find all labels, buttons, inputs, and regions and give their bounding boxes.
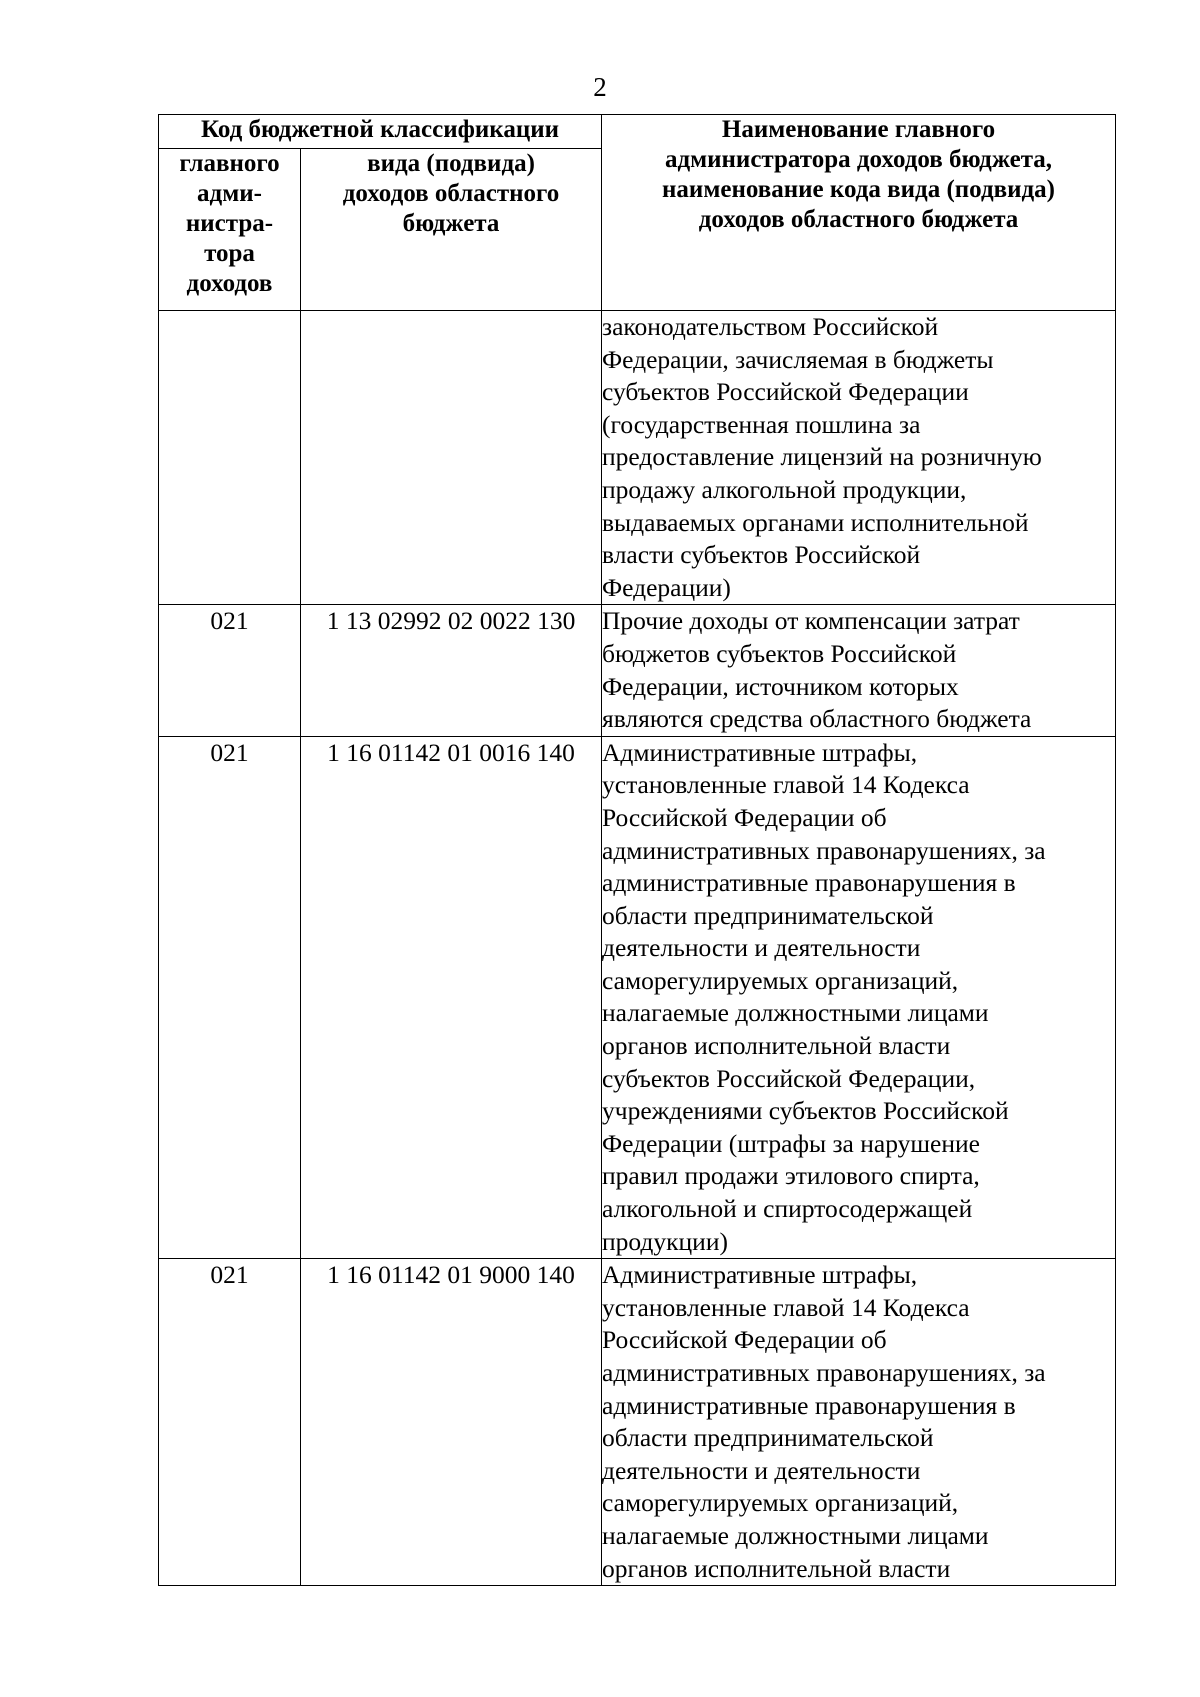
admin-code-cell: 021 — [159, 605, 301, 736]
header-code-line: доходов областного — [342, 180, 560, 207]
name-line: административные правонарушения в — [602, 1390, 1016, 1420]
table-row — [159, 605, 1116, 736]
name-line: бюджетов субъектов Российской — [602, 638, 957, 668]
name-line: предоставление лицензий на розничную — [602, 442, 1042, 472]
name-line: установленные главой 14 Кодекса — [602, 1292, 970, 1322]
header-admin-line: нистра- — [185, 210, 274, 237]
name-line: (государственная пошлина за — [602, 409, 921, 439]
income-name-cell — [602, 605, 1116, 736]
header-code — [301, 149, 602, 311]
header-admin-line: адми- — [197, 180, 262, 207]
name-line: продукции) — [602, 1226, 728, 1256]
name-line: административных правонарушениях, за — [602, 1358, 1046, 1387]
name-line: власти субъектов Российской — [602, 540, 921, 570]
name-line: установленные главой 14 Кодекса — [602, 770, 970, 800]
name-line: Прочие доходы от компенсации затрат — [602, 606, 1020, 636]
header-budget-code-group: Код бюджетной классификации — [159, 115, 602, 149]
budget-classification-table — [158, 114, 1116, 1586]
name-line: учреждениями субъектов Российской — [602, 1096, 1009, 1126]
table-row — [159, 1259, 1116, 1586]
header-name-line: доходов областного бюджета — [698, 206, 1019, 233]
income-code-cell: 1 16 01142 01 9000 140 — [301, 1259, 602, 1586]
name-line: органов исполнительной власти — [602, 1031, 951, 1061]
header-name-line: администратора доходов бюджета, — [664, 146, 1053, 173]
income-name-cell — [602, 311, 1116, 605]
page-number: 2 — [593, 72, 607, 102]
name-line: Российской Федерации об — [602, 802, 887, 832]
table-row — [159, 311, 1116, 605]
header-code-line: бюджета — [402, 210, 500, 237]
admin-code-cell: 021 — [159, 736, 301, 1259]
income-code-cell — [301, 311, 602, 605]
name-line: налагаемые должностными лицами — [602, 1520, 989, 1550]
header-name-line: наименование кода вида (подвида) — [662, 176, 1055, 203]
header-name — [602, 115, 1116, 311]
header-code-line: вида (подвида) — [367, 150, 535, 177]
admin-code-cell: 021 — [159, 1259, 301, 1586]
income-code-cell: 1 16 01142 01 0016 140 — [301, 736, 602, 1259]
name-line: налагаемые должностными лицами — [602, 998, 989, 1028]
income-name-cell — [602, 736, 1116, 1259]
header-admin — [159, 149, 301, 311]
name-line: деятельности и деятельности — [602, 1455, 921, 1485]
name-line: административные правонарушения в — [602, 868, 1016, 898]
header-admin-line: тора — [204, 240, 255, 267]
name-line: Федерации, зачисляемая в бюджеты — [602, 344, 994, 374]
name-line: Российской Федерации об — [602, 1325, 887, 1355]
name-line: субъектов Российской Федерации, — [602, 1063, 976, 1093]
income-name-cell — [602, 1259, 1116, 1586]
name-line: административных правонарушениях, за — [602, 835, 1046, 865]
name-line: области предпринимательской — [602, 900, 934, 930]
name-line: выдаваемых органами исполнительной — [602, 507, 1029, 537]
header-admin-line: главного — [179, 150, 280, 177]
name-line: органов исполнительной власти — [602, 1553, 951, 1583]
name-line: Федерации, источником которых — [602, 671, 959, 701]
name-line: алкогольной и спиртосодержащей — [602, 1194, 973, 1224]
name-line: продажу алкогольной продукции, — [602, 474, 967, 504]
admin-code-cell — [159, 311, 301, 605]
name-line: Административные штрафы, — [602, 1260, 918, 1290]
table-row — [159, 736, 1116, 1259]
name-line: Федерации (штрафы за нарушение — [602, 1128, 980, 1158]
name-line: субъектов Российской Федерации — [602, 377, 969, 407]
name-line: деятельности и деятельности — [602, 933, 921, 963]
name-line: являются средства областного бюджета — [602, 704, 1032, 734]
income-code-cell: 1 13 02992 02 0022 130 — [301, 605, 602, 736]
name-line: области предпринимательской — [602, 1423, 934, 1453]
name-line: правил продажи этилового спирта, — [602, 1161, 980, 1191]
header-admin-line: доходов — [186, 270, 273, 297]
header-name-line: Наименование главного — [721, 116, 996, 143]
name-line: Федерации) — [602, 572, 731, 602]
table-header-row — [159, 115, 1116, 149]
name-line: саморегулируемых организаций, — [602, 965, 959, 995]
name-line: Административные штрафы, — [602, 737, 918, 767]
name-line: саморегулируемых организаций, — [602, 1488, 959, 1518]
name-line: законодательством Российской — [602, 312, 939, 341]
